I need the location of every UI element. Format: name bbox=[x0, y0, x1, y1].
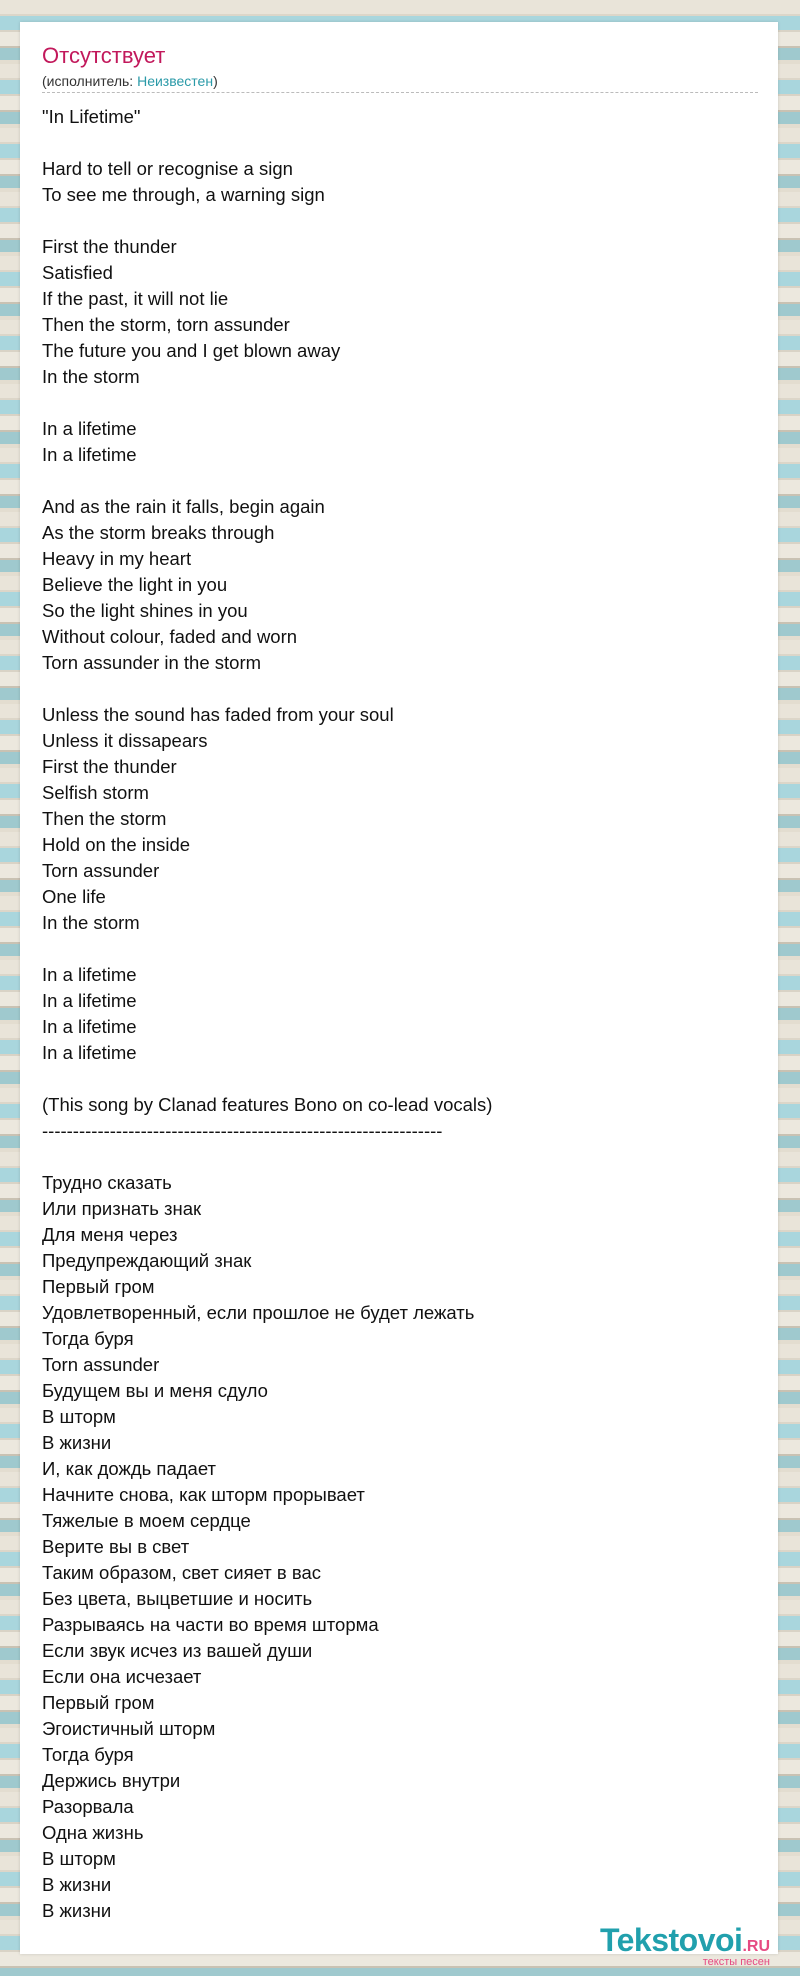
lyric-line: Разорвала bbox=[42, 1796, 134, 1817]
lyric-line: Тогда буря bbox=[42, 1328, 134, 1349]
lyric-line: Hard to tell or recognise a sign bbox=[42, 158, 293, 179]
lyric-line: Torn assunder bbox=[42, 860, 160, 881]
lyric-line: Первый гром bbox=[42, 1692, 155, 1713]
lyric-line: В жизни bbox=[42, 1900, 112, 1921]
lyric-line: Если она исчезает bbox=[42, 1666, 202, 1687]
lyric-line: First the thunder bbox=[42, 236, 177, 257]
lyric-line: Одна жизнь bbox=[42, 1822, 144, 1843]
lyric-line: Или признать знак bbox=[42, 1198, 202, 1219]
song-title: Отсутствует bbox=[42, 43, 166, 68]
artist-link[interactable]: Неизвестен bbox=[137, 73, 214, 89]
lyric-line bbox=[42, 1144, 757, 1170]
logo-wordmark: Tekstovoi bbox=[599, 1922, 743, 1958]
lyric-line: The future you and I get blown away bbox=[42, 340, 341, 361]
lyrics-card bbox=[20, 22, 778, 1954]
lyric-line: Эгоистичный шторм bbox=[42, 1718, 216, 1739]
lyric-line: И, как дождь падает bbox=[42, 1458, 216, 1479]
lyric-line: Without colour, faded and worn bbox=[42, 626, 298, 647]
lyric-line: Таким образом, свет сияет в вас bbox=[42, 1562, 322, 1583]
header-divider bbox=[42, 92, 758, 93]
site-logo[interactable] bbox=[599, 1922, 770, 1968]
lyric-line: Torn assunder bbox=[42, 1354, 160, 1375]
lyric-line: Unless the sound has faded from your soul bbox=[42, 704, 394, 725]
lyric-line: Без цвета, выцветшие и носить bbox=[42, 1588, 313, 1609]
lyric-line: In the storm bbox=[42, 912, 140, 933]
lyric-line: В шторм bbox=[42, 1848, 116, 1869]
lyric-line: В шторм bbox=[42, 1406, 116, 1427]
lyric-line bbox=[42, 676, 757, 702]
lyric-line: As the storm breaks through bbox=[42, 522, 275, 543]
lyric-line: In the storm bbox=[42, 366, 140, 387]
lyric-line: Если звук исчез из вашей души bbox=[42, 1640, 313, 1661]
lyric-line: ----------------------------------------------------------------- bbox=[42, 1120, 443, 1141]
lyric-line: Начните снова, как шторм прорывает bbox=[42, 1484, 365, 1505]
lyric-line: And as the rain it falls, begin again bbox=[42, 496, 325, 517]
lyric-line: Предупреждающий знак bbox=[42, 1250, 252, 1271]
logo-subtitle: тексты песен bbox=[702, 1956, 770, 1968]
lyric-line: "In Lifetime" bbox=[42, 106, 141, 127]
lyric-line: Верите вы в свет bbox=[42, 1536, 190, 1557]
lyric-line: Unless it dissapears bbox=[42, 730, 208, 751]
lyric-line: Удовлетворенный, если прошлое не будет лежать bbox=[42, 1302, 475, 1323]
lyric-line: Believe the light in you bbox=[42, 574, 228, 595]
lyric-line: Then the storm bbox=[42, 808, 167, 829]
lyric-line: В жизни bbox=[42, 1432, 112, 1453]
lyric-line: In a lifetime bbox=[42, 990, 137, 1011]
lyric-line: One life bbox=[42, 886, 106, 907]
lyric-line: So the light shines in you bbox=[42, 600, 248, 621]
lyric-line bbox=[42, 1066, 757, 1092]
lyric-line: Then the storm, torn assunder bbox=[42, 314, 290, 335]
lyric-line: Selfish storm bbox=[42, 782, 149, 803]
lyric-line: Torn assunder in the storm bbox=[42, 652, 262, 673]
lyric-line: Трудно сказать bbox=[42, 1172, 172, 1193]
lyric-line bbox=[42, 130, 757, 156]
lyric-line: Heavy in my heart bbox=[42, 548, 192, 569]
lyric-line: Для меня через bbox=[42, 1224, 178, 1245]
lyric-line: In a lifetime bbox=[42, 444, 137, 465]
lyrics-text bbox=[42, 104, 757, 1924]
lyric-line: Держись внутри bbox=[42, 1770, 181, 1791]
song-header bbox=[42, 42, 757, 90]
lyric-line: В жизни bbox=[42, 1874, 112, 1895]
lyric-line: In a lifetime bbox=[42, 418, 137, 439]
lyric-line bbox=[42, 936, 757, 962]
lyric-line: Hold on the inside bbox=[42, 834, 191, 855]
lyric-line: Будущем вы и меня сдуло bbox=[42, 1380, 268, 1401]
artist-suffix: ) bbox=[213, 73, 218, 89]
lyric-line: Разрываясь на части во время шторма bbox=[42, 1614, 379, 1635]
lyric-line: Тогда буря bbox=[42, 1744, 134, 1765]
lyric-line bbox=[42, 468, 757, 494]
lyric-line: First the thunder bbox=[42, 756, 177, 777]
lyric-line: To see me through, a warning sign bbox=[42, 184, 325, 205]
lyric-line: In a lifetime bbox=[42, 964, 137, 985]
logo-tld: .RU bbox=[742, 1938, 770, 1955]
lyric-line: (This song by Clanad features Bono on co-lead vocals) bbox=[42, 1094, 493, 1115]
lyric-line bbox=[42, 208, 757, 234]
lyric-line bbox=[42, 390, 757, 416]
artist-line bbox=[42, 72, 757, 90]
artist-prefix: (исполнитель: bbox=[42, 73, 138, 89]
lyric-line: Satisfied bbox=[42, 262, 113, 283]
lyric-line: In a lifetime bbox=[42, 1042, 137, 1063]
lyric-line: If the past, it will not lie bbox=[42, 288, 229, 309]
lyric-line: Первый гром bbox=[42, 1276, 155, 1297]
lyric-line: Тяжелые в моем сердце bbox=[42, 1510, 251, 1531]
lyric-line: In a lifetime bbox=[42, 1016, 137, 1037]
